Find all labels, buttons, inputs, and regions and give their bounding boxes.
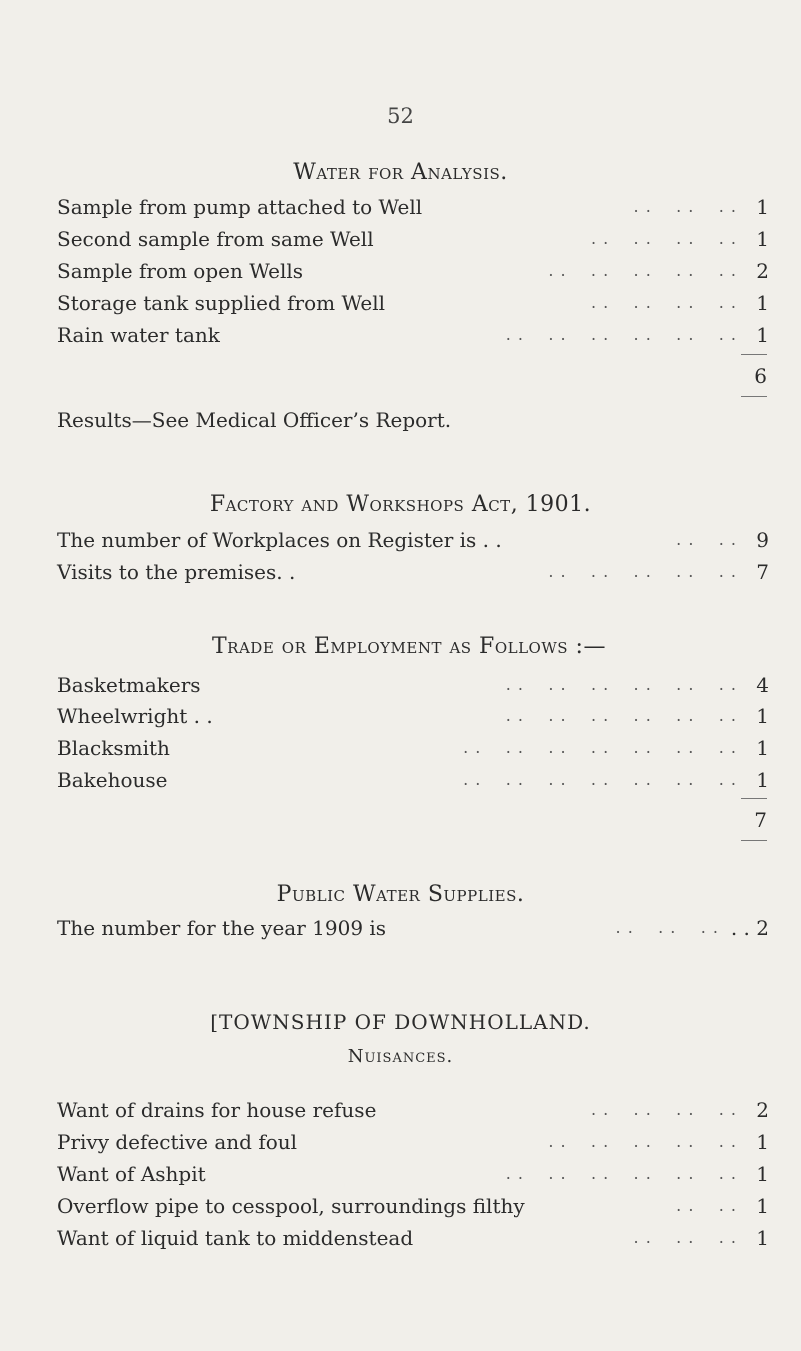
item-label: Rain water tank — [57, 323, 220, 347]
heading-township: [TOWNSHIP OF DOWNHOLLAND. — [210, 1010, 591, 1034]
heading-water-analysis: Water for Analysis. — [293, 160, 508, 185]
item-label: The number for the year 1909 is — [57, 916, 387, 940]
list-item — [57, 671, 769, 699]
heading-trade-employment: Trade or Employment as Follows :— — [212, 634, 606, 659]
leader-dots: . . . . . . . . . . . . . . — [463, 738, 737, 757]
sum-rule — [741, 840, 767, 841]
list-item — [57, 193, 769, 221]
item-value: 1 — [756, 195, 769, 219]
list-item — [57, 1224, 769, 1252]
leader-dots: . . . . . . — [633, 197, 737, 216]
list-item — [57, 526, 769, 554]
item-value: 2 — [756, 1098, 769, 1122]
item-label: Overflow pipe to cesspool, surroundings filthy — [57, 1194, 525, 1218]
list-item — [57, 1160, 769, 1188]
item-value: . . 2 — [730, 916, 769, 940]
leader-dots: . . . . . . . . . . . . . . — [463, 770, 737, 789]
leader-dots: . . . . . . . . . . — [548, 261, 737, 280]
list-item — [57, 702, 769, 730]
list-item — [57, 225, 769, 253]
total-value: 6 — [754, 364, 767, 388]
item-label: Want of Ashpit — [57, 1162, 206, 1186]
item-label: Want of drains for house refuse — [57, 1098, 377, 1122]
leader-dots: . . . . . . . . . . . . — [505, 325, 737, 344]
leader-dots: . . . . . . . . . . — [548, 562, 737, 581]
item-value: 1 — [756, 1162, 769, 1186]
item-label: Second sample from same Well — [57, 227, 374, 251]
item-value: 1 — [756, 291, 769, 315]
leader-dots: . . . . . . — [615, 918, 719, 937]
item-value: 1 — [756, 736, 769, 760]
list-item — [57, 257, 769, 285]
leader-dots: . . . . . . . . — [590, 229, 737, 248]
leader-dots: . . . . — [676, 1196, 737, 1215]
list-item — [57, 1128, 769, 1156]
item-label: Wheelwright . . — [57, 704, 213, 728]
sum-rule — [741, 354, 767, 355]
item-value: 7 — [756, 560, 769, 584]
item-value: 4 — [756, 673, 769, 697]
list-item — [57, 914, 769, 942]
results-note: Results—See Medical Officer’s Report. — [57, 408, 452, 432]
item-value: 2 — [756, 259, 769, 283]
leader-dots: . . . . . . . . . . . . — [505, 1164, 737, 1183]
item-label: The number of Workplaces on Register is . . — [57, 528, 502, 552]
item-value: 9 — [756, 528, 769, 552]
list-item — [57, 321, 769, 349]
list-item — [57, 734, 769, 762]
list-item — [57, 289, 769, 317]
item-value: 1 — [756, 768, 769, 792]
item-value: 1 — [756, 1226, 769, 1250]
sum-rule — [741, 396, 767, 397]
item-value: 1 — [756, 227, 769, 251]
item-label: Want of liquid tank to middenstead — [57, 1226, 414, 1250]
leader-dots: . . . . — [676, 530, 737, 549]
subheading-nuisances: Nuisances. — [347, 1046, 454, 1067]
total-value: 7 — [754, 808, 767, 832]
heading-public-water: Public Water Supplies. — [276, 882, 525, 907]
item-value: 1 — [756, 704, 769, 728]
list-item — [57, 766, 769, 794]
heading-factory-act: Factory and Workshops Act, 1901. — [209, 492, 592, 517]
list-item — [57, 1192, 769, 1220]
item-label: Visits to the premises. . — [57, 560, 296, 584]
item-label: Privy defective and foul — [57, 1130, 298, 1154]
leader-dots: . . . . . . . . — [590, 293, 737, 312]
list-item — [57, 1096, 769, 1124]
item-label: Sample from open Wells — [57, 259, 304, 283]
leader-dots: . . . . . . . . — [590, 1100, 737, 1119]
item-label: Sample from pump attached to Well — [57, 195, 423, 219]
list-item — [57, 558, 769, 586]
item-value: 1 — [756, 1194, 769, 1218]
leader-dots: . . . . . . — [633, 1228, 737, 1247]
item-label: Bakehouse — [57, 768, 168, 792]
sum-rule — [741, 798, 767, 799]
leader-dots: . . . . . . . . . . . . — [505, 706, 737, 725]
leader-dots: . . . . . . . . . . — [548, 1132, 737, 1151]
item-label: Blacksmith — [57, 736, 170, 760]
page-number: 52 — [387, 104, 414, 128]
item-value: 1 — [756, 323, 769, 347]
leader-dots: . . . . . . . . . . . . — [505, 675, 737, 694]
item-label: Basketmakers — [57, 673, 201, 697]
item-label: Storage tank supplied from Well — [57, 291, 385, 315]
item-value: 1 — [756, 1130, 769, 1154]
